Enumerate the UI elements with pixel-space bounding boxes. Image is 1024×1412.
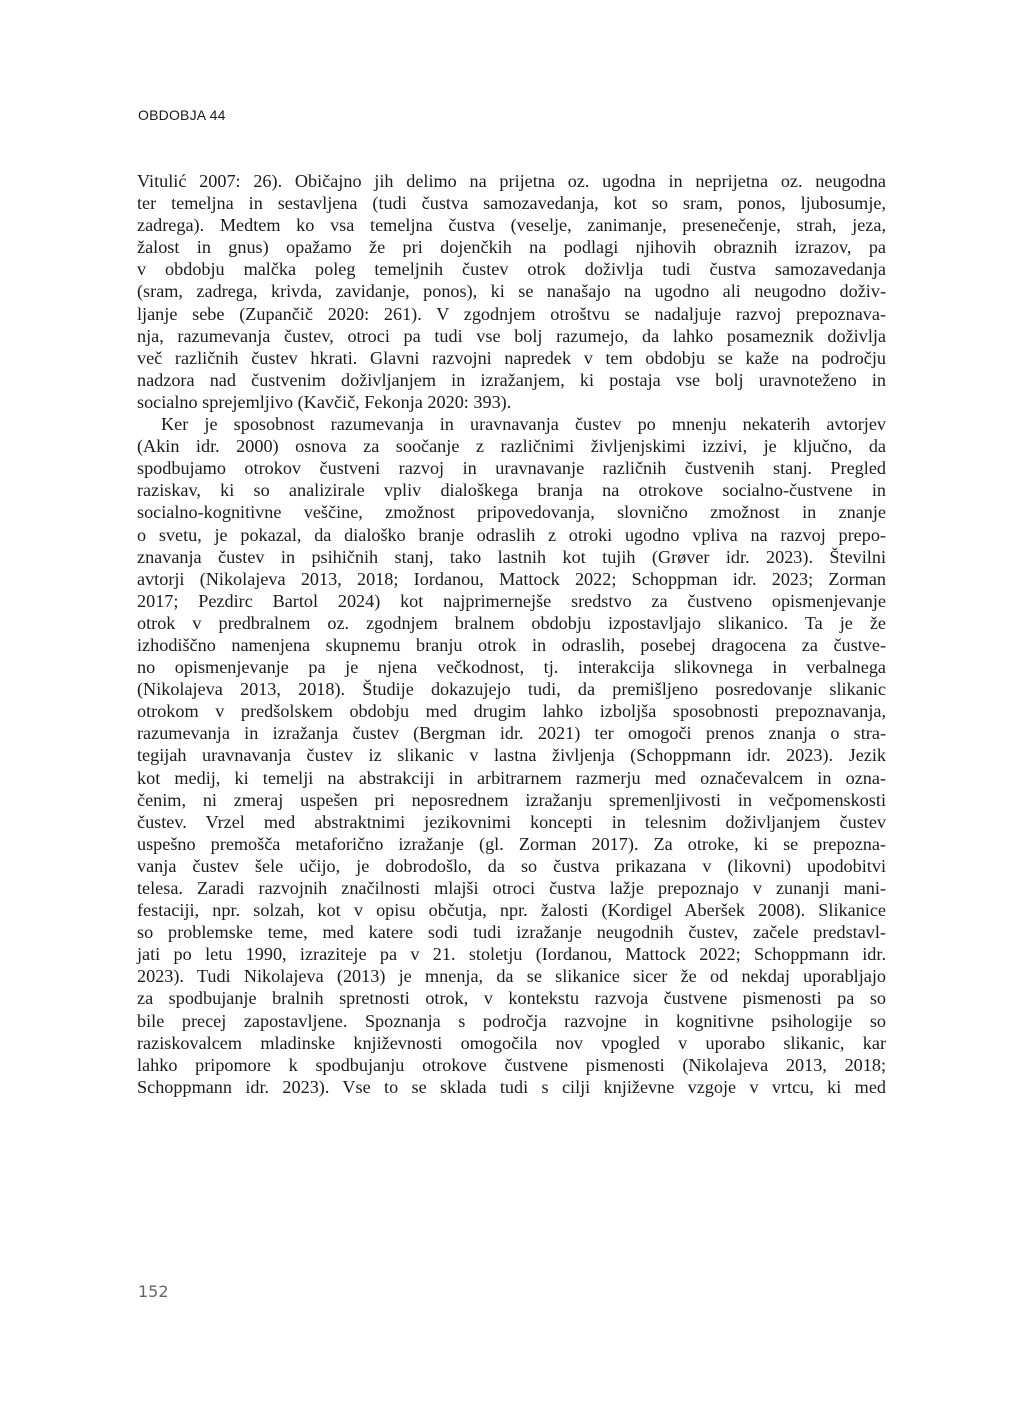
- text-line: lahko pripomore k spodbujanju otrokove čustvene pismenosti (Nikolajeva 2013, 2018;: [137, 1054, 886, 1075]
- paragraph: [137, 170, 886, 413]
- text-line: jati po letu 1990, izraziteje pa v 21. stoletju (Iordanou, Mattock 2022; Schoppmann idr.: [137, 944, 886, 965]
- paragraph: [137, 413, 886, 1098]
- text-line: Vitulić 2007: 26). Običajno jih delimo na prijetna oz. ugodna in neprijetna oz. neugodna: [137, 171, 886, 191]
- text-line: otrokom v predšolskem obdobju med drugim lahko izboljša sposobnosti prepoznavanja,: [137, 701, 886, 722]
- text-line: o svetu, je pokazal, da dialoško branje odraslih z otroki ugodno vpliva na razvoj prepo-: [137, 524, 886, 545]
- text-line: telesa. Zaradi razvojnih značilnosti mlajši otroci čustva lažje prepoznajo v zunanji mani-: [137, 878, 886, 898]
- running-header: OBDOBJA 44: [138, 107, 226, 123]
- text-line: žalost in gnus) opažamo že pri dojenčkih na podlagi njihovih obraznih izrazov, pa: [137, 237, 886, 258]
- text-line: (Nikolajeva 2013, 2018). Študije dokazujejo tudi, da premišljeno posredovanje slikanic: [137, 679, 886, 700]
- text-line: spodbujamo otrokov čustveni razvoj in uravnavanje različnih čustvenih stanj. Pregled: [137, 458, 886, 479]
- text-line: izhodiščno namenjena skupnemu branju otrok in odraslih, posebej dragocena za čustve-: [137, 634, 886, 655]
- text-line: raziskav, ki so analizirale vpliv dialoškega branja na otrokove socialno-čustvene in: [137, 480, 886, 501]
- text-line: avtorji (Nikolajeva 2013, 2018; Iordanou, Mattock 2022; Schoppman idr. 2023; Zorman: [137, 568, 886, 589]
- text-line: nadzora nad čustvenim doživljanjem in izražanjem, ki postaja vse bolj uravnoteženo in: [137, 369, 886, 390]
- text-line: (Akin idr. 2000) osnova za soočanje z različnimi življenjskimi izzivi, je ključno, da: [137, 436, 886, 457]
- text-line: čustev. Vrzel med abstraktnimi jezikovnimi koncepti in telesnim doživljanjem čustev: [137, 811, 886, 832]
- page-number: 152: [138, 1282, 169, 1301]
- text-line: Ker je sposobnost razumevanja in uravnavanja čustev po mnenju nekaterih avtorjev: [161, 414, 886, 435]
- text-line: ter temeljna in sestavljena (tudi čustva samozavedanja, kot so sram, ponos, ljubosumje,: [137, 193, 886, 214]
- text-line: no opismenjevanje pa je njena večkodnost, tj. interakcija slikovnega in verbalnega: [137, 657, 886, 678]
- text-line: festaciji, npr. solzah, kot v opisu občutja, npr. žalosti (Kordigel Aberšek 2008). Slikanice: [137, 900, 886, 921]
- text-line: Schoppmann idr. 2023). Vse to se sklada tudi s cilji književne vzgoje v vrtcu, ki med: [137, 1076, 886, 1097]
- text-line: vanja čustev šele učijo, je dobrodošlo, da so čustva prikazana v (likovni) upodobitvi: [137, 855, 886, 876]
- text-line: raziskovalcem mladinske književnosti omogočila nov vpogled v uporabo slikanic, kar: [137, 1032, 886, 1053]
- text-line: (sram, zadrega, krivda, zavidanje, ponos), ki se nanašajo na ugodno ali neugodno doživ-: [137, 281, 886, 302]
- text-line: so problemske teme, med katere sodi tudi izražanje neugodnih čustev, začele predstavl-: [137, 922, 886, 943]
- body-text: [137, 170, 886, 1098]
- text-line: tegijah uravnavanja čustev iz slikanic v lastna življenja (Schoppmann idr. 2023). Jezik: [137, 745, 886, 766]
- text-line: uspešno premošča metaforično izražanje (gl. Zorman 2017). Za otroke, ki se prepozna-: [137, 833, 886, 854]
- text-line: kot medij, ki temelji na abstrakciji in arbitrarnem razmerju med označevalcem in ozna-: [137, 767, 886, 788]
- text-line: otrok v predbralnem oz. zgodnjem bralnem obdobju izpostavljajo slikanico. Ta je že: [137, 612, 886, 633]
- text-line: znavanja čustev in psihičnih stanj, tako lastnih kot tujih (Grøver idr. 2023). Številni: [137, 546, 886, 567]
- text-line: socialno sprejemljivo (Kavčič, Fekonja 2020: 393).: [137, 391, 512, 412]
- text-line: socialno-kognitivne veščine, zmožnost pripovedovanja, slovnično zmožnost in znanje: [137, 502, 886, 523]
- text-line: za spodbujanje bralnih spretnosti otrok, v kontekstu razvoja čustvene pismenosti pa so: [137, 988, 886, 1009]
- text-line: v obdobju malčka poleg temeljnih čustev otrok doživlja tudi čustva samozavedanja: [137, 259, 886, 280]
- text-line: več različnih čustev hkrati. Glavni razvojni napredek v tem obdobju se kaže na področju: [137, 347, 886, 368]
- text-line: ljanje sebe (Zupančič 2020: 261). V zgodnjem otroštvu se nadaljuje razvoj prepoznava-: [137, 303, 886, 324]
- text-line: čenim, ni zmeraj uspešen pri neposrednem izražanju spremenljivosti in večpomenskosti: [137, 789, 886, 810]
- text-line: 2023). Tudi Nikolajeva (2013) je mnenja, da se slikanice sicer že od nekdaj uporabljajo: [137, 966, 886, 987]
- text-line: zadrega). Medtem ko vsa temeljna čustva (veselje, zanimanje, presenečenje, strah, jeza,: [137, 215, 886, 236]
- text-line: nja, razumevanja čustev, otroci pa tudi vse bolj razumejo, da lahko posameznik doživlja: [137, 325, 886, 346]
- text-line: bile precej zapostavljene. Spoznanja s področja razvojne in kognitivne psihologije so: [137, 1010, 886, 1031]
- text-line: razumevanja in izražanja čustev (Bergman idr. 2021) ter omogoči prenos znanja o stra-: [137, 723, 886, 744]
- text-line: 2017; Pezdirc Bartol 2024) kot najprimernejše sredstvo za čustveno opismenjevanje: [137, 590, 886, 611]
